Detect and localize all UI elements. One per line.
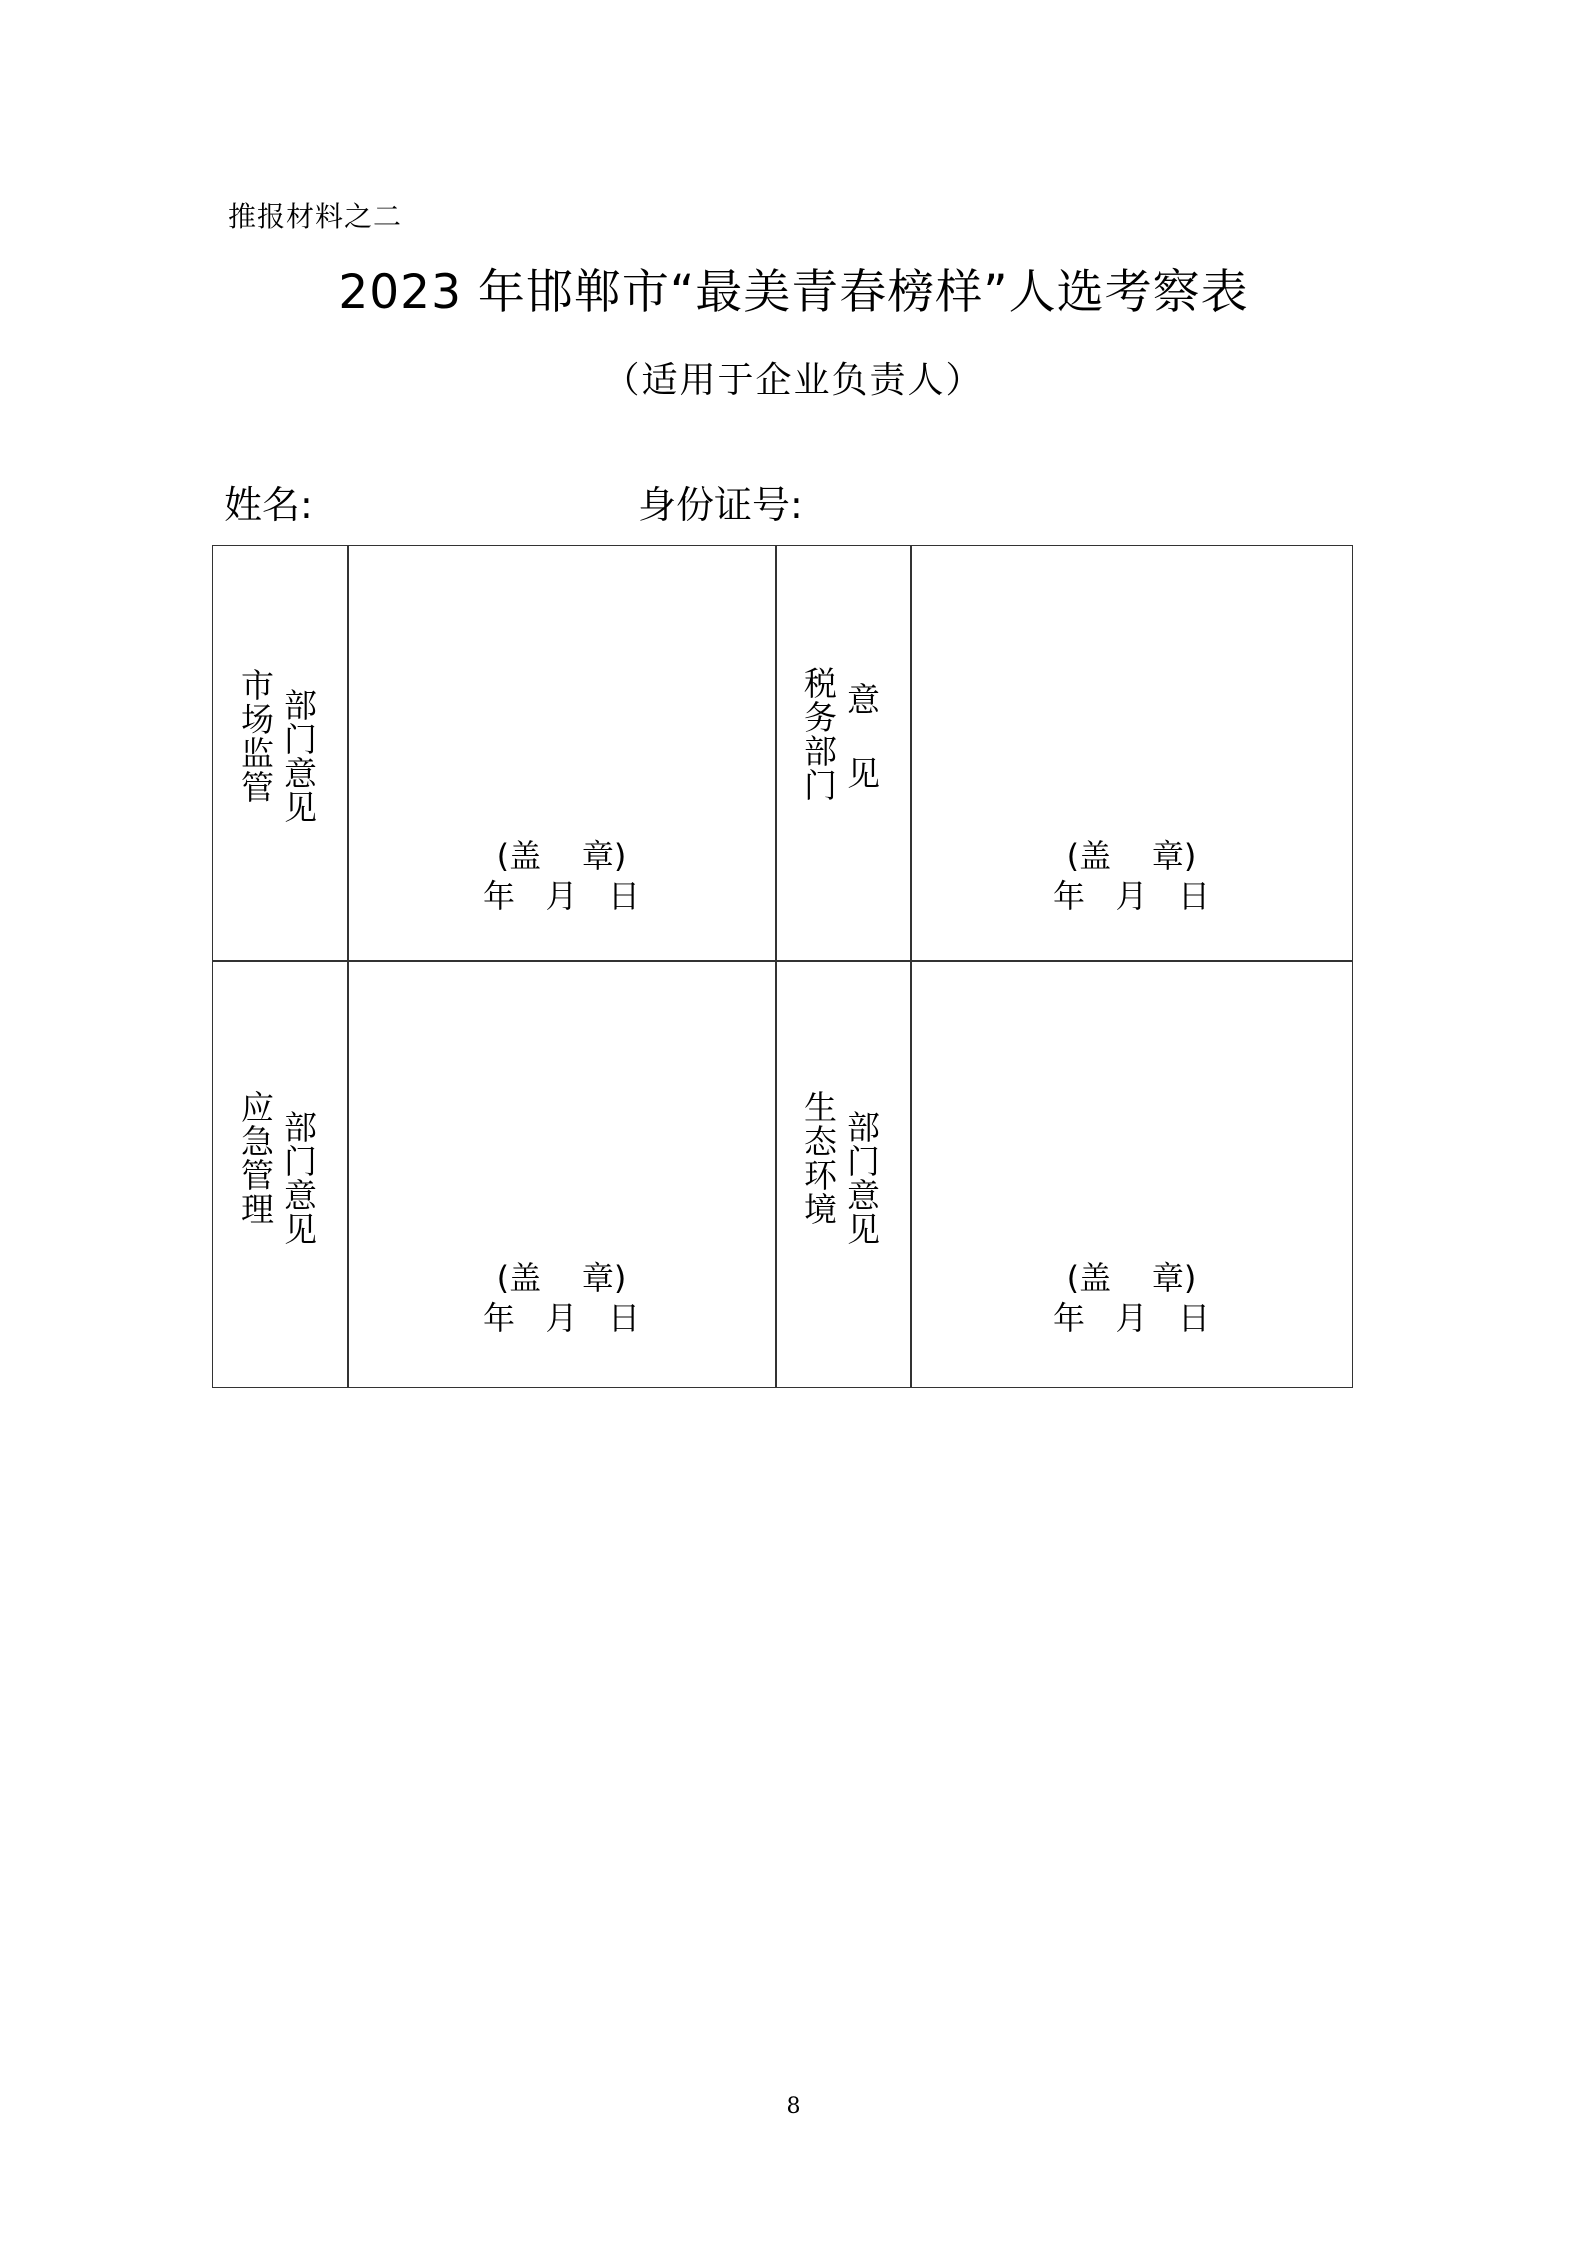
seal-label: (盖 章)	[1066, 1259, 1197, 1297]
material-label: 推报材料之二	[228, 200, 403, 233]
seal-label: (盖 章)	[1066, 837, 1197, 875]
id-number-field-label: 身份证号:	[638, 483, 803, 527]
stamp-area	[348, 836, 775, 916]
stamp-area	[348, 1258, 775, 1338]
dept-label-col-2: 意 见	[842, 682, 881, 790]
table-divider-vertical	[775, 546, 777, 1387]
date-label: 年 月 日	[482, 877, 641, 915]
date-label: 年 月 日	[482, 1299, 641, 1337]
dept-label-col-2: 部门意见	[279, 688, 318, 824]
dept-label-col-2: 部门意见	[279, 1110, 318, 1246]
dept-label-col-2: 部门意见	[842, 1110, 881, 1246]
seal-label: (盖 章)	[496, 837, 627, 875]
table-divider-horizontal	[213, 960, 1352, 962]
dept-label-col-1: 市场监管	[236, 668, 275, 804]
dept-label-col-1: 税务部门	[799, 666, 838, 802]
opinion-table	[212, 545, 1353, 1388]
dept-label-col-1: 应急管理	[236, 1090, 275, 1226]
stamp-area	[911, 1258, 1352, 1338]
page-subtitle: （适用于企业负责人）	[603, 360, 984, 401]
date-label: 年 月 日	[1052, 877, 1211, 915]
page-number: 8	[786, 2094, 801, 2119]
date-label: 年 月 日	[1052, 1299, 1211, 1337]
stamp-area	[911, 836, 1352, 916]
name-field-label: 姓名:	[224, 483, 313, 527]
page-title: 2023 年邯郸市“最美青春榜样”人选考察表	[338, 265, 1249, 320]
dept-label-col-1: 生态环境	[799, 1090, 838, 1226]
seal-label: (盖 章)	[496, 1259, 627, 1297]
